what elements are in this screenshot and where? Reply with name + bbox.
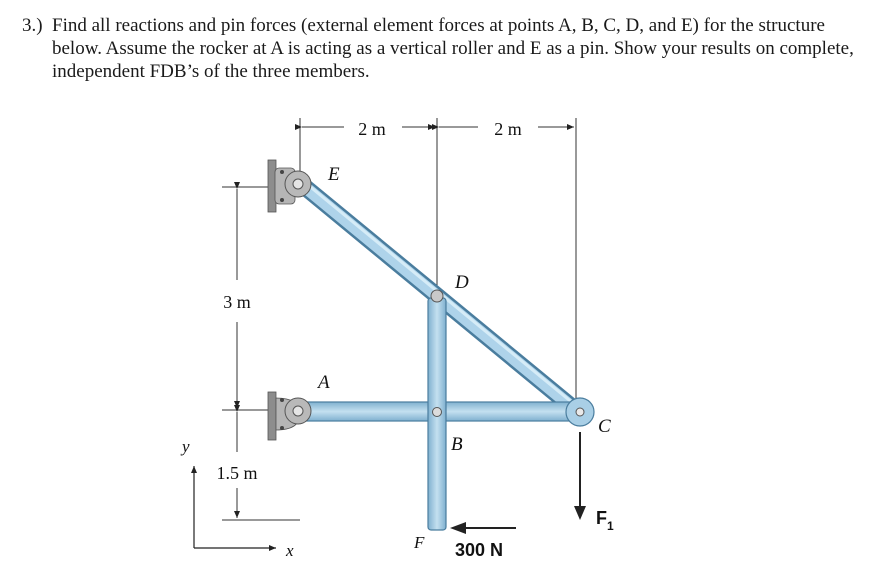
pin-D — [431, 290, 443, 302]
pin-C — [566, 398, 594, 426]
force-F1-arrow — [574, 432, 586, 520]
dim-top-left: 2 m — [358, 119, 386, 139]
axis-y-label: y — [182, 437, 190, 456]
dim-left-lower: 1.5 m — [216, 463, 258, 483]
label-load: 300 N — [455, 540, 504, 560]
pin-B — [433, 408, 442, 417]
label-F1-sub: 1 — [607, 519, 614, 533]
dim-top-right: 2 m — [494, 119, 522, 139]
label-F1-main: F — [596, 508, 607, 528]
label-D: D — [455, 272, 469, 293]
load-300N-arrow — [450, 522, 516, 534]
pin-E — [285, 171, 311, 197]
problem-text: Find all reactions and pin forces (external element forces at points A, B, C, D, and E) for the structure below. Assume the rocker at A is acting as a vertical roller and E as a pin. Show your results on complete, independent FDB’s of the three members. — [52, 15, 854, 82]
label-F: F — [414, 533, 425, 552]
label-A: A — [318, 372, 330, 393]
dim-left-upper: 3 m — [223, 292, 251, 312]
label-C: C — [598, 416, 611, 437]
label-F1 — [596, 508, 614, 533]
label-B: B — [451, 434, 463, 455]
problem-number: 3.) — [22, 15, 43, 36]
axis-x-label: x — [286, 541, 294, 560]
pin-A — [285, 398, 311, 424]
label-E: E — [328, 164, 340, 185]
